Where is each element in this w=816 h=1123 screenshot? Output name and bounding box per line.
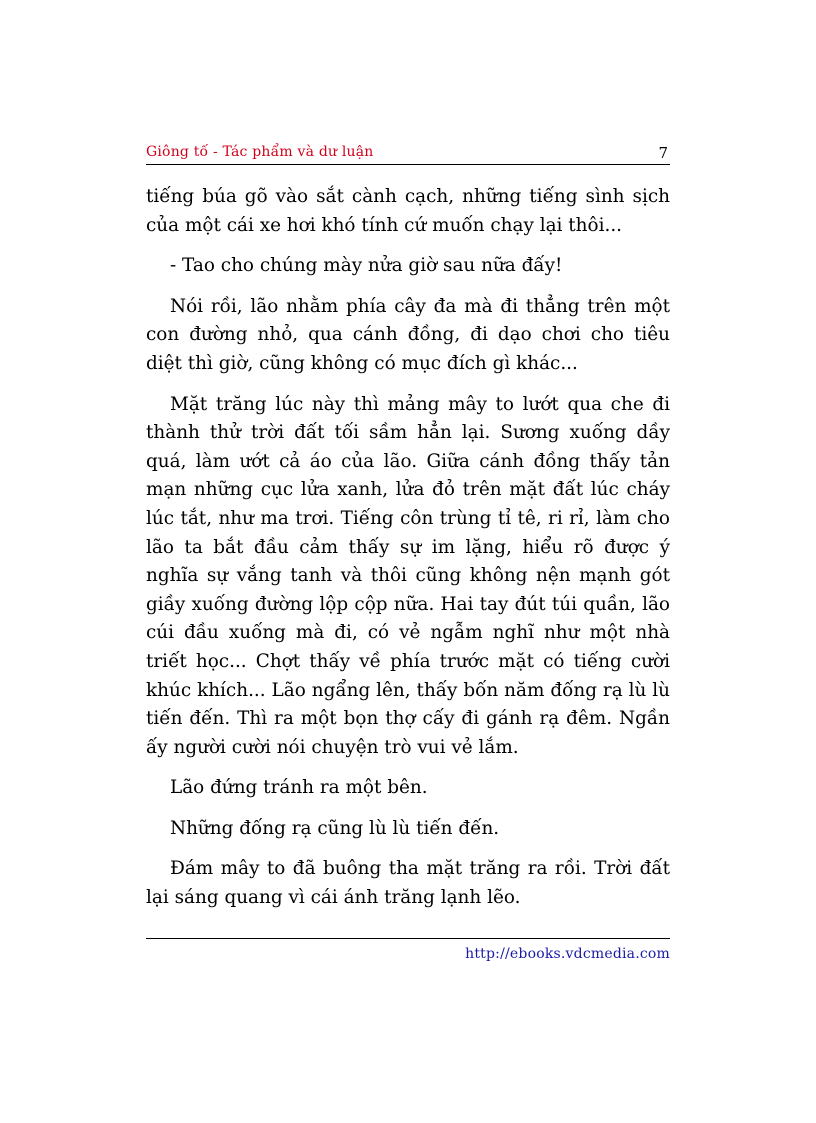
header-title: Giông tố - Tác phẩm và dư luận	[146, 144, 374, 160]
paragraph: Đám mây to đã buông tha mặt trăng ra rồi. Trời đất lại sáng quang vì cái ánh trăng lạnh lẽo.	[146, 858, 670, 909]
paragraph: - Tao cho chúng mày nửa giờ sau nữa đấy!	[170, 255, 563, 277]
paragraph: Những đống rạ cũng lù lù tiến đến.	[170, 817, 500, 839]
body-text	[146, 183, 670, 925]
page-number: 7	[658, 144, 668, 162]
paragraph: tiếng búa gõ vào sắt cành cạch, những tiếng sình sịch của một cái xe hơi khó tính cứ muốn chạy lại thôi...	[146, 186, 670, 236]
paragraph: Lão đứng tránh ra một bên.	[170, 777, 428, 799]
footer-url-link[interactable]: http://ebooks.vdcmedia.com	[465, 946, 670, 962]
paragraph: Nói rồi, lão nhằm phía cây đa mà đi thẳng trên một con đường nhỏ, qua cánh đồng, đi dạo chơi cho tiêu diệt thì giờ, cũng không có mục đích gì khác...	[146, 295, 670, 374]
footer-divider	[146, 938, 670, 939]
page-header	[146, 144, 670, 165]
paragraph: Mặt trăng lúc này thì mảng mây to lướt qua che đi thành thử trời đất tối sầm hẳn lại. Sương xuống dầy quá, làm ướt cả áo của lão. Giữa cánh đồng thấy tản mạn những cục lửa xanh, lửa đỏ trên mặt đất lúc cháy lúc tắt, như ma trơi. Tiếng côn trùng tỉ tê, ri rỉ, làm cho lão ta bắt đầu cảm thấy sự im lặng, hiểu rõ được ý nghĩa sự vắng tanh và thôi cũng không nện mạnh gót giầy xuống đường lộp cộp nữa. Hai tay đút túi quần, lão cúi đầu xuống mà đi, có vẻ ngẫm nghĩ như một nhà triết học... Chợt thấy về phía trước mặt có tiếng cười khúc khích... Lão ngẩng lên, thấy bốn năm đống rạ lù lù tiến đến. Thì ra một bọn thợ cấy đi gánh rạ đêm. Ngần ấy người cười nói chuyện trò vui vẻ lắm.	[146, 393, 670, 758]
